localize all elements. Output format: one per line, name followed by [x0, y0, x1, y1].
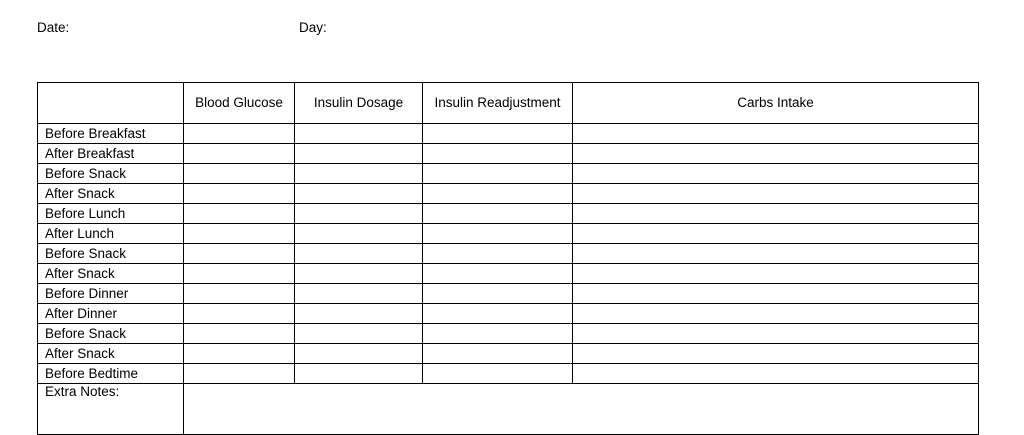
insulin-dosage-cell[interactable] — [295, 344, 423, 364]
row-label: Before Lunch — [38, 204, 184, 224]
row-label: Before Breakfast — [38, 124, 184, 144]
blood-glucose-cell[interactable] — [184, 144, 295, 164]
row-label: After Snack — [38, 344, 184, 364]
insulin-dosage-cell[interactable] — [295, 324, 423, 344]
insulin-dosage-cell[interactable] — [295, 244, 423, 264]
table-row — [38, 204, 979, 224]
blood-glucose-cell[interactable] — [184, 364, 295, 384]
insulin-readjustment-cell[interactable] — [423, 344, 573, 364]
blood-glucose-cell[interactable] — [184, 344, 295, 364]
insulin-dosage-cell[interactable] — [295, 284, 423, 304]
row-label: Before Bedtime — [38, 364, 184, 384]
blood-glucose-cell[interactable] — [184, 244, 295, 264]
insulin-dosage-cell[interactable] — [295, 364, 423, 384]
header-row — [38, 83, 979, 124]
row-label: After Lunch — [38, 224, 184, 244]
carbs-intake-cell[interactable] — [573, 304, 979, 324]
blood-glucose-cell[interactable] — [184, 204, 295, 224]
table-row — [38, 244, 979, 264]
row-label: After Snack — [38, 264, 184, 284]
row-label: Before Snack — [38, 324, 184, 344]
table-row — [38, 144, 979, 164]
blood-glucose-cell[interactable] — [184, 184, 295, 204]
table-row — [38, 284, 979, 304]
row-label: Before Snack — [38, 164, 184, 184]
blood-glucose-cell[interactable] — [184, 264, 295, 284]
table-row — [38, 164, 979, 184]
row-label: Before Snack — [38, 244, 184, 264]
blood-glucose-cell[interactable] — [184, 284, 295, 304]
insulin-readjustment-cell[interactable] — [423, 144, 573, 164]
extra-notes-field[interactable] — [184, 384, 979, 435]
carbs-intake-cell[interactable] — [573, 264, 979, 284]
header-carbs-intake: Carbs Intake — [573, 83, 979, 124]
table-row — [38, 344, 979, 364]
insulin-dosage-cell[interactable] — [295, 144, 423, 164]
insulin-readjustment-cell[interactable] — [423, 224, 573, 244]
extra-notes-label: Extra Notes: — [38, 384, 184, 435]
carbs-intake-cell[interactable] — [573, 284, 979, 304]
blood-glucose-cell[interactable] — [184, 324, 295, 344]
insulin-dosage-cell[interactable] — [295, 304, 423, 324]
insulin-readjustment-cell[interactable] — [423, 124, 573, 144]
carbs-intake-cell[interactable] — [573, 224, 979, 244]
insulin-readjustment-cell[interactable] — [423, 284, 573, 304]
insulin-dosage-cell[interactable] — [295, 264, 423, 284]
table-row — [38, 264, 979, 284]
day-label: Day: — [299, 20, 327, 35]
insulin-readjustment-cell[interactable] — [423, 324, 573, 344]
insulin-dosage-cell[interactable] — [295, 164, 423, 184]
blood-glucose-cell[interactable] — [184, 224, 295, 244]
insulin-readjustment-cell[interactable] — [423, 364, 573, 384]
table-row — [38, 124, 979, 144]
carbs-intake-cell[interactable] — [573, 124, 979, 144]
table-row — [38, 324, 979, 344]
table-row — [38, 364, 979, 384]
header-insulin-readjustment: Insulin Readjustment — [423, 83, 573, 124]
carbs-intake-cell[interactable] — [573, 344, 979, 364]
insulin-readjustment-cell[interactable] — [423, 184, 573, 204]
table-row — [38, 304, 979, 324]
carbs-intake-cell[interactable] — [573, 164, 979, 184]
insulin-dosage-cell[interactable] — [295, 124, 423, 144]
insulin-readjustment-cell[interactable] — [423, 264, 573, 284]
insulin-readjustment-cell[interactable] — [423, 204, 573, 224]
carbs-intake-cell[interactable] — [573, 364, 979, 384]
carbs-intake-cell[interactable] — [573, 184, 979, 204]
carbs-intake-cell[interactable] — [573, 244, 979, 264]
extra-notes-row — [38, 384, 979, 435]
blood-glucose-cell[interactable] — [184, 124, 295, 144]
carbs-intake-cell[interactable] — [573, 144, 979, 164]
table-row — [38, 224, 979, 244]
insulin-readjustment-cell[interactable] — [423, 244, 573, 264]
row-label: After Dinner — [38, 304, 184, 324]
insulin-dosage-cell[interactable] — [295, 204, 423, 224]
row-label: After Breakfast — [38, 144, 184, 164]
insulin-dosage-cell[interactable] — [295, 224, 423, 244]
carbs-intake-cell[interactable] — [573, 204, 979, 224]
row-label: After Snack — [38, 184, 184, 204]
row-label: Before Dinner — [38, 284, 184, 304]
insulin-readjustment-cell[interactable] — [423, 164, 573, 184]
insulin-dosage-cell[interactable] — [295, 184, 423, 204]
glucose-log-table — [37, 82, 979, 435]
table-row — [38, 184, 979, 204]
insulin-readjustment-cell[interactable] — [423, 304, 573, 324]
header-insulin-dosage: Insulin Dosage — [295, 83, 423, 124]
header-blood-glucose: Blood Glucose — [184, 83, 295, 124]
blood-glucose-cell[interactable] — [184, 304, 295, 324]
blood-glucose-cell[interactable] — [184, 164, 295, 184]
carbs-intake-cell[interactable] — [573, 324, 979, 344]
header-blank-cell — [38, 83, 184, 124]
date-label: Date: — [37, 20, 70, 35]
